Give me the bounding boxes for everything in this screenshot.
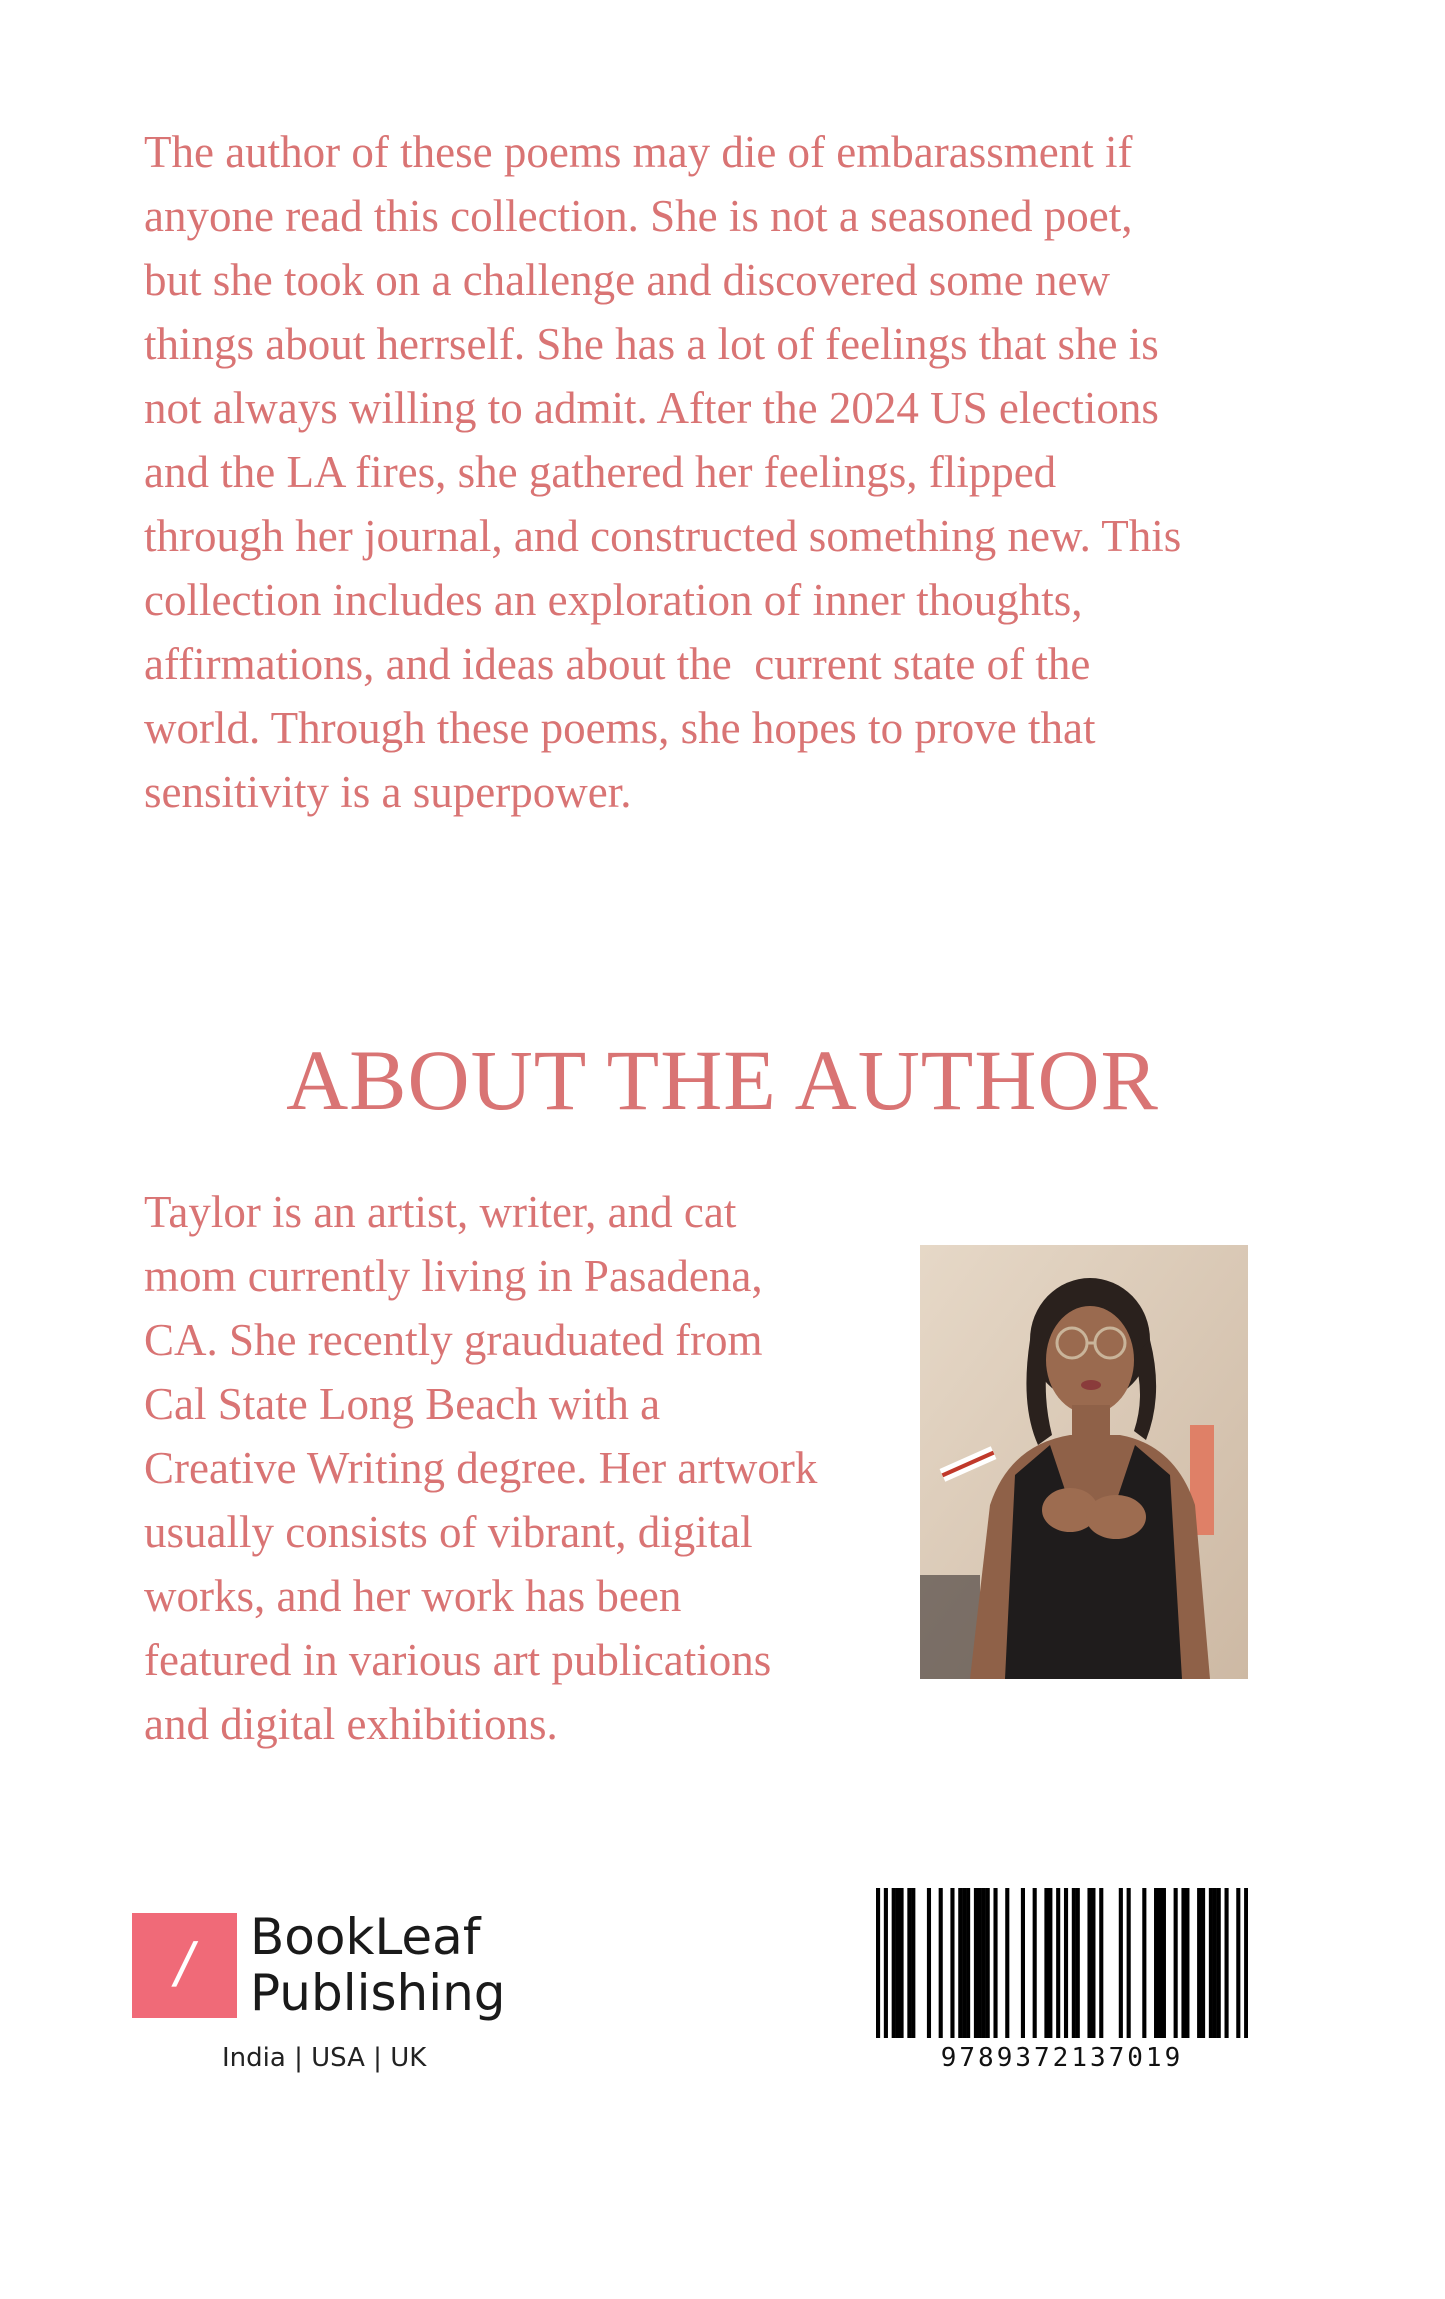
barcode-bar <box>884 1888 888 2038</box>
barcode-bar <box>1119 1888 1123 2038</box>
barcode-bar <box>1091 1888 1095 2038</box>
bio-line: usually consists of vibrant, digital <box>144 1507 753 1557</box>
bio-line: Taylor is an artist, writer, and cat <box>144 1187 737 1237</box>
barcode-bar <box>1158 1888 1162 2038</box>
publisher-logo <box>132 1908 532 2073</box>
barcode-bar <box>1072 1888 1076 2038</box>
back-cover-blurb <box>144 120 1304 824</box>
barcode-bar <box>1142 1888 1146 2038</box>
barcode-bar <box>982 1888 986 2038</box>
barcode-bar <box>1201 1888 1205 2038</box>
publisher-regions: India | USA | UK <box>222 2043 427 2073</box>
blurb-line: and the LA fires, she gathered her feelings, flipped <box>144 447 1057 497</box>
barcode-bar <box>876 1888 880 2038</box>
barcode-bar <box>896 1888 900 2038</box>
bio-line: works, and her work has been <box>144 1571 682 1621</box>
barcode-bar <box>958 1888 962 2038</box>
bio-line: mom currently living in Pasadena, <box>144 1251 763 1301</box>
slash-logo-icon: / <box>132 1913 237 2018</box>
barcode-bar <box>1162 1888 1166 2038</box>
barcode-bar <box>927 1888 931 2038</box>
barcode-bar <box>892 1888 896 2038</box>
barcode-bar <box>1033 1888 1037 2038</box>
isbn-barcode <box>876 1888 1248 2038</box>
blurb-line: The author of these poems may die of embarassment if <box>144 127 1133 177</box>
barcode-bar <box>1209 1888 1213 2038</box>
barcode-bar <box>1087 1888 1091 2038</box>
blurb-line: affirmations, and ideas about the current state of the <box>144 639 1091 689</box>
barcode-bar <box>1217 1888 1221 2038</box>
barcode-bar <box>1181 1888 1185 2038</box>
bio-line: Creative Writing degree. Her artwork <box>144 1443 818 1493</box>
barcode-bar <box>1236 1888 1240 2038</box>
barcode-bar <box>939 1888 943 2038</box>
bio-line: Cal State Long Beach with a <box>144 1379 661 1429</box>
blurb-line: world. Through these poems, she hopes to prove that <box>144 703 1096 753</box>
barcode-bar <box>974 1888 978 2038</box>
barcode-bar <box>978 1888 982 2038</box>
barcode-bar <box>1244 1888 1248 2038</box>
blurb-line: collection includes an exploration of inner thoughts, <box>144 575 1083 625</box>
barcode-bar <box>1005 1888 1009 2038</box>
barcode-bar <box>962 1888 966 2038</box>
publisher-name-line: BookLeaf <box>250 1908 481 1966</box>
barcode-bar <box>1044 1888 1048 2038</box>
barcode-bar <box>1064 1888 1068 2038</box>
bio-line: featured in various art publications <box>144 1635 772 1685</box>
blurb-line: sensitivity is a superpower. <box>144 767 632 817</box>
barcode-bar <box>907 1888 911 2038</box>
author-bio <box>144 1180 904 1756</box>
barcode-bar <box>1076 1888 1080 2038</box>
barcode-bar <box>1185 1888 1189 2038</box>
barcode-bar <box>899 1888 903 2038</box>
barcode-bar <box>1213 1888 1217 2038</box>
bio-line: CA. She recently grauduated from <box>144 1315 763 1365</box>
blurb-line: not always willing to admit. After the 2024 US elections <box>144 383 1159 433</box>
barcode-bar <box>993 1888 997 2038</box>
isbn-number: 9789372137019 <box>940 2043 1184 2073</box>
barcode-bar <box>966 1888 970 2038</box>
bio-line: and digital exhibitions. <box>144 1699 558 1749</box>
about-author-heading: ABOUT THE AUTHOR <box>286 1032 1159 1128</box>
barcode-bar <box>1197 1888 1201 2038</box>
publisher-name-line: Publishing <box>250 1964 506 2022</box>
barcode-bar <box>1174 1888 1178 2038</box>
blurb-line: through her journal, and constructed something new. This <box>144 511 1182 561</box>
barcode-bar <box>986 1888 990 2038</box>
barcode-bar <box>911 1888 915 2038</box>
barcode-bar <box>1099 1888 1103 2038</box>
author-photo <box>920 1245 1248 1679</box>
barcode-bar <box>1021 1888 1025 2038</box>
barcode-bar <box>1127 1888 1131 2038</box>
barcode-bar <box>950 1888 954 2038</box>
blurb-line: things about herrself. She has a lot of feelings that she is <box>144 319 1159 369</box>
publisher-name <box>250 1909 506 2021</box>
blurb-line: anyone read this collection. She is not a seasoned poet, <box>144 191 1133 241</box>
barcode-bar <box>1056 1888 1060 2038</box>
barcode-bar <box>1154 1888 1158 2038</box>
blurb-line: but she took on a challenge and discovered some new <box>144 255 1110 305</box>
barcode-bar <box>1048 1888 1052 2038</box>
barcode-bar <box>1225 1888 1229 2038</box>
